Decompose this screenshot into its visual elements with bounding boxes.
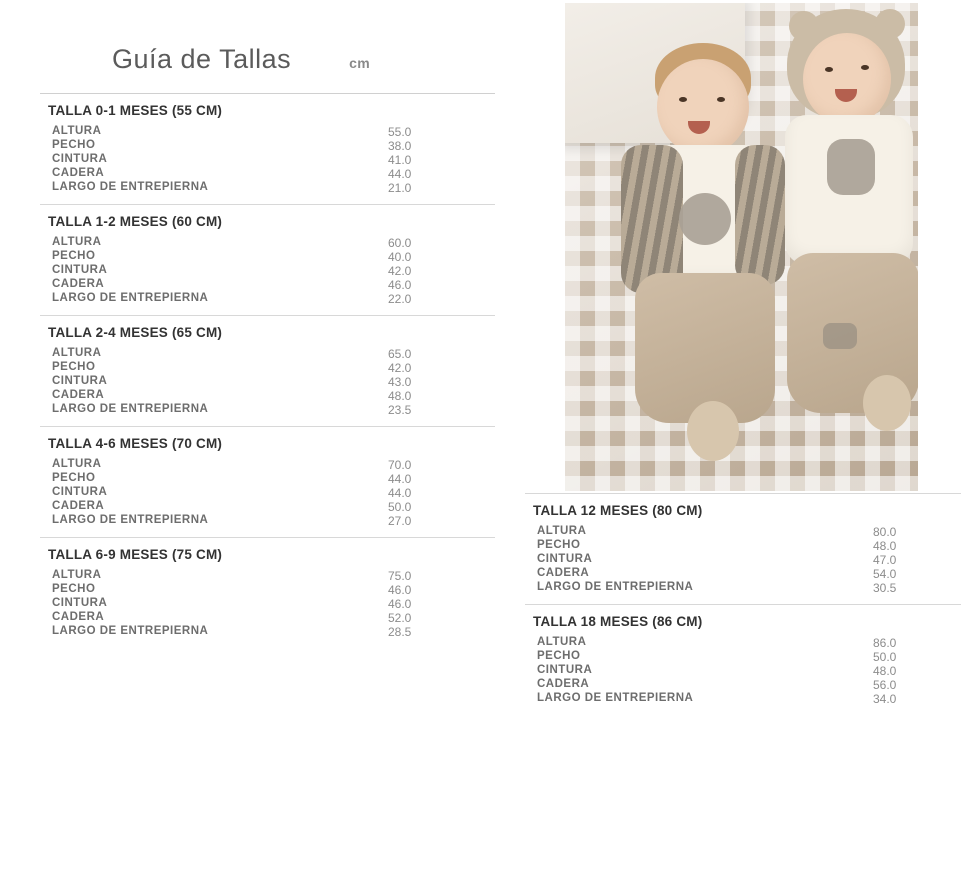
measurement-row <box>40 166 495 180</box>
size-heading: TALLA 6-9 MESES (75 CM) <box>48 547 223 562</box>
measurement-row <box>525 524 961 538</box>
measurement-value: 40.0 <box>388 250 412 264</box>
measurement-label: CINTURA <box>52 153 108 165</box>
measurement-value: 54.0 <box>873 567 897 581</box>
measurement-value: 44.0 <box>388 486 412 500</box>
measurement-label: CINTURA <box>537 553 593 565</box>
measurement-label: PECHO <box>52 583 96 595</box>
size-heading: TALLA 18 MESES (86 CM) <box>533 614 703 629</box>
measurement-label: CINTURA <box>52 264 108 276</box>
size-block <box>40 93 495 204</box>
measurement-row <box>40 374 495 388</box>
measurement-label: LARGO DE ENTREPIERNA <box>52 403 209 415</box>
size-heading: TALLA 12 MESES (80 CM) <box>533 503 703 518</box>
measurement-value: 60.0 <box>388 236 412 250</box>
measurement-label: CADERA <box>52 278 105 290</box>
measurement-row <box>40 138 495 152</box>
measurement-label: LARGO DE ENTREPIERNA <box>52 292 209 304</box>
measurement-row <box>40 471 495 485</box>
measurement-value: 34.0 <box>873 692 897 706</box>
measurement-row <box>525 663 961 677</box>
measurement-label: CINTURA <box>52 597 108 609</box>
eye-right <box>717 97 725 102</box>
measurement-value: 41.0 <box>388 153 412 167</box>
eye-right <box>861 65 869 70</box>
measurement-label: LARGO DE ENTREPIERNA <box>52 514 209 526</box>
header <box>40 0 495 93</box>
measurement-row <box>40 582 495 596</box>
size-block <box>40 315 495 426</box>
measurement-label: CINTURA <box>52 375 108 387</box>
measurement-value: 38.0 <box>388 139 412 153</box>
size-block <box>40 426 495 537</box>
foot <box>863 375 911 431</box>
knee-patch <box>823 323 857 349</box>
measurement-row <box>40 457 495 471</box>
measurement-row <box>40 610 495 624</box>
measurement-label: LARGO DE ENTREPIERNA <box>52 181 209 193</box>
hood-ear-right <box>875 9 905 39</box>
measurement-row <box>40 249 495 263</box>
measurement-row <box>525 691 961 705</box>
measurement-value: 42.0 <box>388 264 412 278</box>
measurement-label: CINTURA <box>537 664 593 676</box>
measurement-value: 70.0 <box>388 458 412 472</box>
measurement-value: 44.0 <box>388 472 412 486</box>
measurement-value: 48.0 <box>873 539 897 553</box>
size-block <box>525 493 961 604</box>
unit-label: cm <box>349 55 371 71</box>
measurement-label: PECHO <box>537 539 581 551</box>
measurement-value: 30.5 <box>873 581 897 595</box>
size-heading: TALLA 0-1 MESES (55 CM) <box>48 103 223 118</box>
foot <box>687 401 739 461</box>
measurement-label: PECHO <box>52 472 96 484</box>
size-heading: TALLA 4-6 MESES (70 CM) <box>48 436 223 451</box>
measurement-value: 23.5 <box>388 403 412 417</box>
measurement-row <box>525 649 961 663</box>
measurement-row <box>525 566 961 580</box>
measurement-label: CADERA <box>52 611 105 623</box>
measurement-value: 80.0 <box>873 525 897 539</box>
measurement-value: 22.0 <box>388 292 412 306</box>
measurement-value: 65.0 <box>388 347 412 361</box>
measurement-row <box>40 402 495 416</box>
product-photo <box>565 3 918 491</box>
measurement-value: 43.0 <box>388 375 412 389</box>
hood-ear-left <box>789 11 819 41</box>
measurement-label: CADERA <box>52 500 105 512</box>
measurement-value: 50.0 <box>873 650 897 664</box>
measurement-value: 46.0 <box>388 597 412 611</box>
striped-jacket <box>621 145 683 293</box>
measurement-value: 44.0 <box>388 167 412 181</box>
measurement-row <box>40 485 495 499</box>
measurement-label: ALTURA <box>52 347 102 359</box>
measurement-row <box>40 235 495 249</box>
measurement-row <box>40 388 495 402</box>
measurement-value: 75.0 <box>388 569 412 583</box>
page-title: Guía de Tallas <box>112 44 292 74</box>
measurement-label: LARGO DE ENTREPIERNA <box>537 692 694 704</box>
measurement-value: 27.0 <box>388 514 412 528</box>
measurement-value: 28.5 <box>388 625 412 639</box>
measurement-value: 52.0 <box>388 611 412 625</box>
measurement-row <box>40 568 495 582</box>
size-block <box>40 204 495 315</box>
measurement-row <box>525 677 961 691</box>
measurement-label: ALTURA <box>52 125 102 137</box>
eye-left <box>825 67 833 72</box>
measurement-row <box>525 538 961 552</box>
measurement-row <box>40 124 495 138</box>
measurement-label: PECHO <box>52 250 96 262</box>
measurement-label: CINTURA <box>52 486 108 498</box>
measurement-value: 47.0 <box>873 553 897 567</box>
measurement-row <box>40 277 495 291</box>
size-block <box>525 604 961 715</box>
left-column <box>40 0 495 648</box>
measurement-label: ALTURA <box>52 458 102 470</box>
measurement-label: LARGO DE ENTREPIERNA <box>537 581 694 593</box>
measurement-row <box>40 596 495 610</box>
size-heading: TALLA 2-4 MESES (65 CM) <box>48 325 223 340</box>
measurement-row <box>40 152 495 166</box>
right-size-tables <box>525 493 961 715</box>
left-size-tables <box>40 93 495 648</box>
measurement-value: 46.0 <box>388 278 412 292</box>
measurement-value: 48.0 <box>873 664 897 678</box>
measurement-value: 55.0 <box>388 125 412 139</box>
measurement-row <box>40 513 495 527</box>
measurement-label: ALTURA <box>52 569 102 581</box>
measurement-label: ALTURA <box>537 636 587 648</box>
measurement-label: CADERA <box>52 167 105 179</box>
bear-motif <box>679 193 731 245</box>
eye-left <box>679 97 687 102</box>
measurement-value: 86.0 <box>873 636 897 650</box>
measurement-label: PECHO <box>52 361 96 373</box>
measurement-label: CADERA <box>537 567 590 579</box>
size-block <box>40 537 495 648</box>
measurement-value: 46.0 <box>388 583 412 597</box>
measurement-label: PECHO <box>52 139 96 151</box>
measurement-label: ALTURA <box>52 236 102 248</box>
measurement-label: CADERA <box>52 389 105 401</box>
measurement-label: PECHO <box>537 650 581 662</box>
measurement-row <box>525 635 961 649</box>
measurement-row <box>40 291 495 305</box>
measurement-row <box>40 499 495 513</box>
measurement-row <box>40 263 495 277</box>
measurement-label: ALTURA <box>537 525 587 537</box>
measurement-label: CADERA <box>537 678 590 690</box>
measurement-value: 50.0 <box>388 500 412 514</box>
baby-right <box>735 3 918 433</box>
measurement-label: LARGO DE ENTREPIERNA <box>52 625 209 637</box>
measurement-value: 21.0 <box>388 181 412 195</box>
measurement-value: 42.0 <box>388 361 412 375</box>
measurement-row <box>525 552 961 566</box>
size-heading: TALLA 1-2 MESES (60 CM) <box>48 214 223 229</box>
measurement-value: 56.0 <box>873 678 897 692</box>
babies-illustration <box>565 3 918 491</box>
head <box>803 33 891 125</box>
measurement-row <box>40 624 495 638</box>
fox-motif <box>827 139 875 195</box>
measurement-row <box>525 580 961 594</box>
measurement-row <box>40 346 495 360</box>
measurement-row <box>40 360 495 374</box>
measurement-row <box>40 180 495 194</box>
measurement-value: 48.0 <box>388 389 412 403</box>
